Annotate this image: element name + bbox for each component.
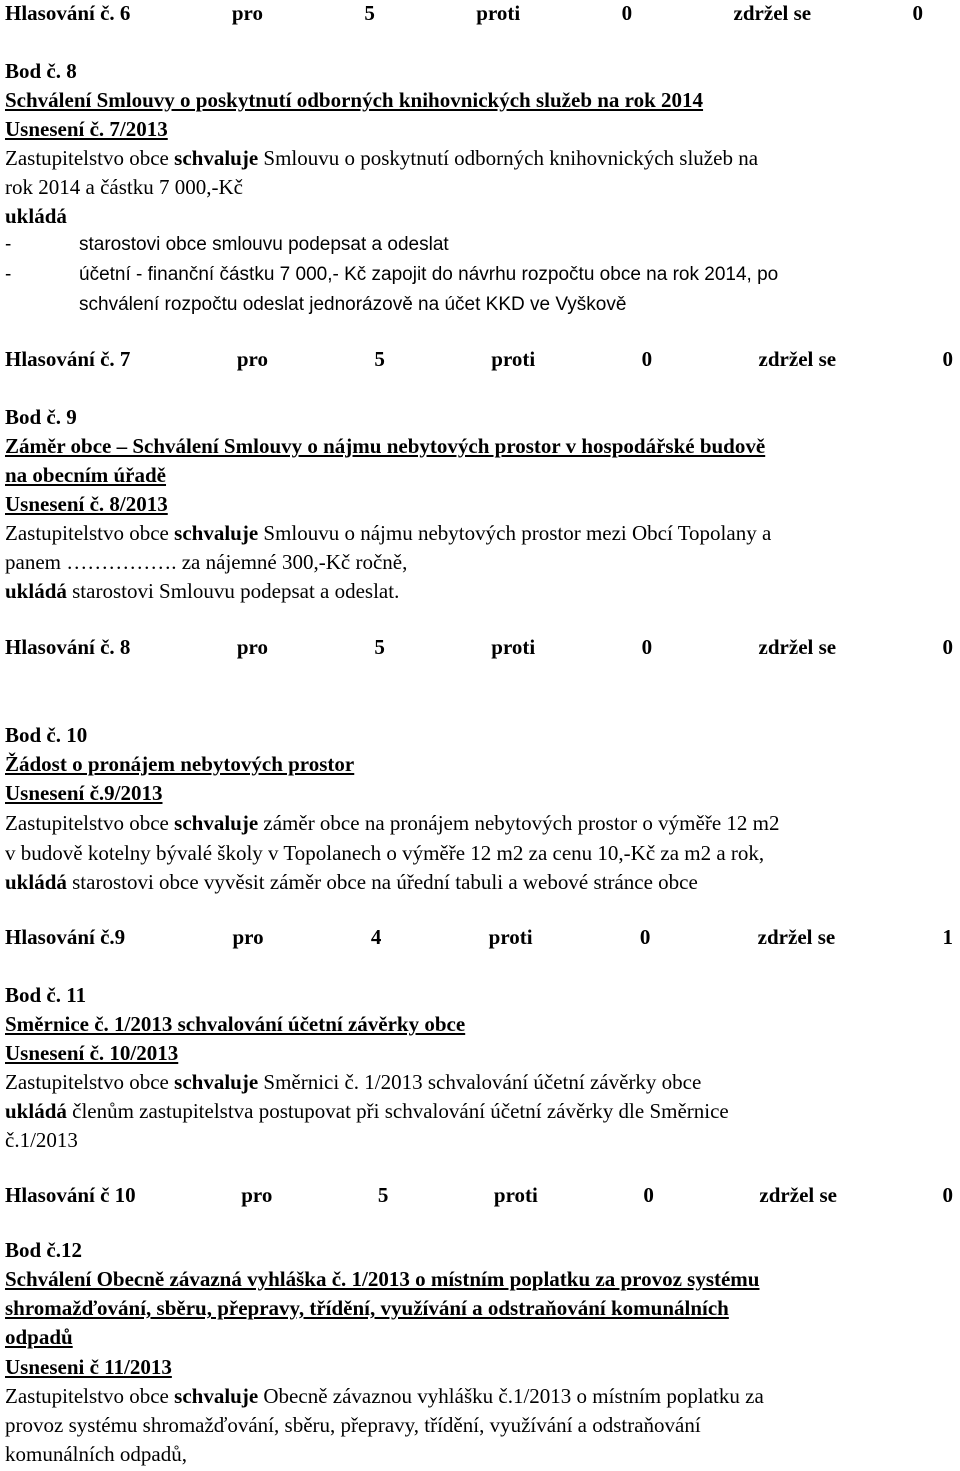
bod-10-title: Žádost o pronájem nebytových prostor (5, 752, 355, 776)
vote-proti-count: 0 (643, 1183, 654, 1207)
bod-10-heading: Bod č. 10 (5, 723, 88, 747)
text: Zastupitelstvo obce (5, 811, 175, 835)
vote-line-7 (5, 346, 953, 372)
bod-12-paragraph-line-3: komunálních odpadů, (5, 1442, 187, 1466)
bod-11-paragraph-line-2 (5, 1098, 729, 1124)
bod-12-paragraph-line-2: provoz systému shromažďování, sběru, přepravy, třídění, využívání a odstraňování (5, 1413, 701, 1437)
vote-proti-label: proti (491, 347, 536, 371)
schvaluje-keyword: schvaluje (174, 1384, 259, 1408)
bod-8-list-item-1 (5, 232, 449, 258)
bod-9-paragraph-line-3 (5, 578, 399, 604)
bod-8-title: Schválení Smlouvy o poskytnutí odborných knihovnických služeb na rok 2014 (5, 88, 704, 112)
bod-8-resolution: Usnesení č. 7/2013 (5, 117, 168, 141)
bod-10-paragraph-line-1 (5, 810, 779, 836)
vote-zdrzel-count: 1 (942, 925, 953, 949)
vote-zdrzel-label: zdržel se (759, 1183, 837, 1207)
vote-proti-count: 0 (641, 347, 653, 371)
list-item-text: účetní - finanční částku 7 000,- Kč zapojit do návrhu rozpočtu obce na rok 2014, po (79, 264, 779, 285)
vote-pro-label: pro (232, 925, 264, 949)
vote-pro-count: 5 (377, 1183, 389, 1207)
text: záměr obce na pronájem nebytových prostor o výměře 12 m2 (258, 811, 780, 835)
text: starostovi obce vyvěsit záměr obce na úřední tabuli a webové stránce obce (66, 870, 698, 894)
bod-8-list-item-2-cont: schválení rozpočtu odeslat jednorázově na účet KKD ve Vyškově (79, 294, 627, 315)
uklada-keyword: ukládá (5, 579, 67, 603)
vote-label: Hlasování č. 6 (5, 1, 131, 25)
bod-11-paragraph-line-3: č.1/2013 (5, 1128, 78, 1152)
list-dash: - (5, 264, 12, 285)
text: Zastupitelstvo obce (5, 146, 175, 170)
vote-proti-count: 0 (621, 1, 633, 25)
vote-pro-count: 4 (370, 925, 382, 949)
uklada-keyword: ukládá (5, 870, 67, 894)
bod-8-heading: Bod č. 8 (5, 59, 77, 83)
schvaluje-keyword: schvaluje (174, 521, 259, 545)
vote-zdrzel-label: zdržel se (733, 1, 812, 25)
vote-zdrzel-label: zdržel se (757, 925, 836, 949)
bod-12-heading: Bod č.12 (5, 1238, 83, 1262)
vote-pro-label: pro (236, 635, 268, 659)
bod-9-resolution: Usnesení č. 8/2013 (5, 492, 168, 516)
vote-proti-count: 0 (641, 635, 653, 659)
vote-proti-label: proti (493, 1183, 538, 1207)
vote-pro-count: 5 (374, 347, 385, 371)
vote-label: Hlasování č 10 (5, 1183, 136, 1207)
bod-12-title-line-2: shromažďování, sběru, přepravy, třídění, využívání a odstraňování komunálních (5, 1296, 729, 1320)
bod-10-resolution: Usnesení č.9/2013 (5, 781, 163, 805)
text: Směrnici č. 1/2013 schvalování účetní závěrky obce (258, 1070, 702, 1094)
bod-12-title-line-3: odpadů (5, 1325, 73, 1349)
bod-12-title-line-1: Schválení Obecně závazná vyhláška č. 1/2013 o místním poplatku za provoz systému (5, 1267, 760, 1291)
bod-12-paragraph-line-1 (5, 1383, 764, 1409)
vote-proti-label: proti (488, 925, 533, 949)
schvaluje-keyword: schvaluje (174, 1070, 259, 1094)
vote-line-9 (5, 924, 953, 950)
vote-pro-count: 5 (374, 635, 385, 659)
schvaluje-keyword: schvaluje (174, 146, 259, 170)
bod-9-paragraph-line-2: panem ……………. za nájemné 300,-Kč ročně, (5, 550, 408, 574)
uklada-keyword: ukládá (5, 1099, 67, 1123)
vote-pro-label: pro (231, 1, 263, 25)
text: Smlouvu o poskytnutí odborných knihovnických služeb na (258, 146, 759, 170)
bod-9-title-line-2: na obecním úřadě (5, 463, 167, 487)
text: Zastupitelstvo obce (5, 1384, 175, 1408)
bod-9-heading: Bod č. 9 (5, 405, 77, 429)
text: Obecně závaznou vyhlášku č.1/2013 o místním poplatku za (258, 1384, 764, 1408)
bod-8-paragraph-line-1 (5, 145, 758, 171)
vote-zdrzel-count: 0 (942, 635, 953, 659)
vote-label: Hlasování č. 7 (5, 347, 131, 371)
bod-8-uklada-keyword: ukládá (5, 204, 67, 228)
vote-proti-label: proti (491, 635, 536, 659)
bod-12-resolution: Usneseni č 11/2013 (5, 1355, 172, 1379)
list-dash: - (5, 234, 12, 255)
text: Smlouvu o nájmu nebytových prostor mezi Obcí Topolany a (258, 521, 772, 545)
vote-zdrzel-count: 0 (912, 1, 923, 25)
vote-zdrzel-label: zdržel se (758, 635, 837, 659)
bod-9-title-line-1: Záměr obce – Schválení Smlouvy o nájmu nebytových prostor v hospodářské budově (5, 434, 766, 458)
list-item-text: starostovi obce smlouvu podepsat a odeslat (79, 234, 449, 255)
bod-11-title: Směrnice č. 1/2013 schvalování účetní závěrky obce (5, 1012, 466, 1036)
vote-label: Hlasování č. 8 (5, 635, 131, 659)
vote-label: Hlasování č.9 (5, 925, 126, 949)
vote-zdrzel-label: zdržel se (758, 347, 837, 371)
text: starostovi Smlouvu podepsat a odeslat. (66, 579, 400, 603)
vote-pro-count: 5 (364, 1, 375, 25)
text: Zastupitelstvo obce (5, 1070, 175, 1094)
bod-10-paragraph-line-2: v budově kotelny bývalé školy v Topolanech o výměře 12 m2 za cenu 10,-Kč za m2 a rok, (5, 841, 765, 865)
bod-11-heading: Bod č. 11 (5, 983, 87, 1007)
bod-11-paragraph-line-1 (5, 1069, 701, 1095)
vote-line-6 (5, 0, 923, 26)
vote-pro-label: pro (241, 1183, 273, 1207)
schvaluje-keyword: schvaluje (174, 811, 259, 835)
vote-zdrzel-count: 0 (942, 1183, 953, 1207)
bod-8-paragraph-line-2: rok 2014 a částku 7 000,-Kč (5, 175, 243, 199)
vote-proti-count: 0 (639, 925, 651, 949)
text: členům zastupitelstva postupovat při schvalování účetní závěrky dle Směrnice (66, 1099, 729, 1123)
vote-line-8 (5, 634, 953, 660)
bod-8-list-item-2 (5, 262, 779, 288)
vote-zdrzel-count: 0 (942, 347, 953, 371)
text: Zastupitelstvo obce (5, 521, 175, 545)
vote-pro-label: pro (236, 347, 268, 371)
bod-10-paragraph-line-3 (5, 869, 698, 895)
bod-11-resolution: Usnesení č. 10/2013 (5, 1041, 179, 1065)
bod-9-paragraph-line-1 (5, 520, 771, 546)
vote-line-10 (5, 1182, 953, 1208)
vote-proti-label: proti (476, 1, 521, 25)
